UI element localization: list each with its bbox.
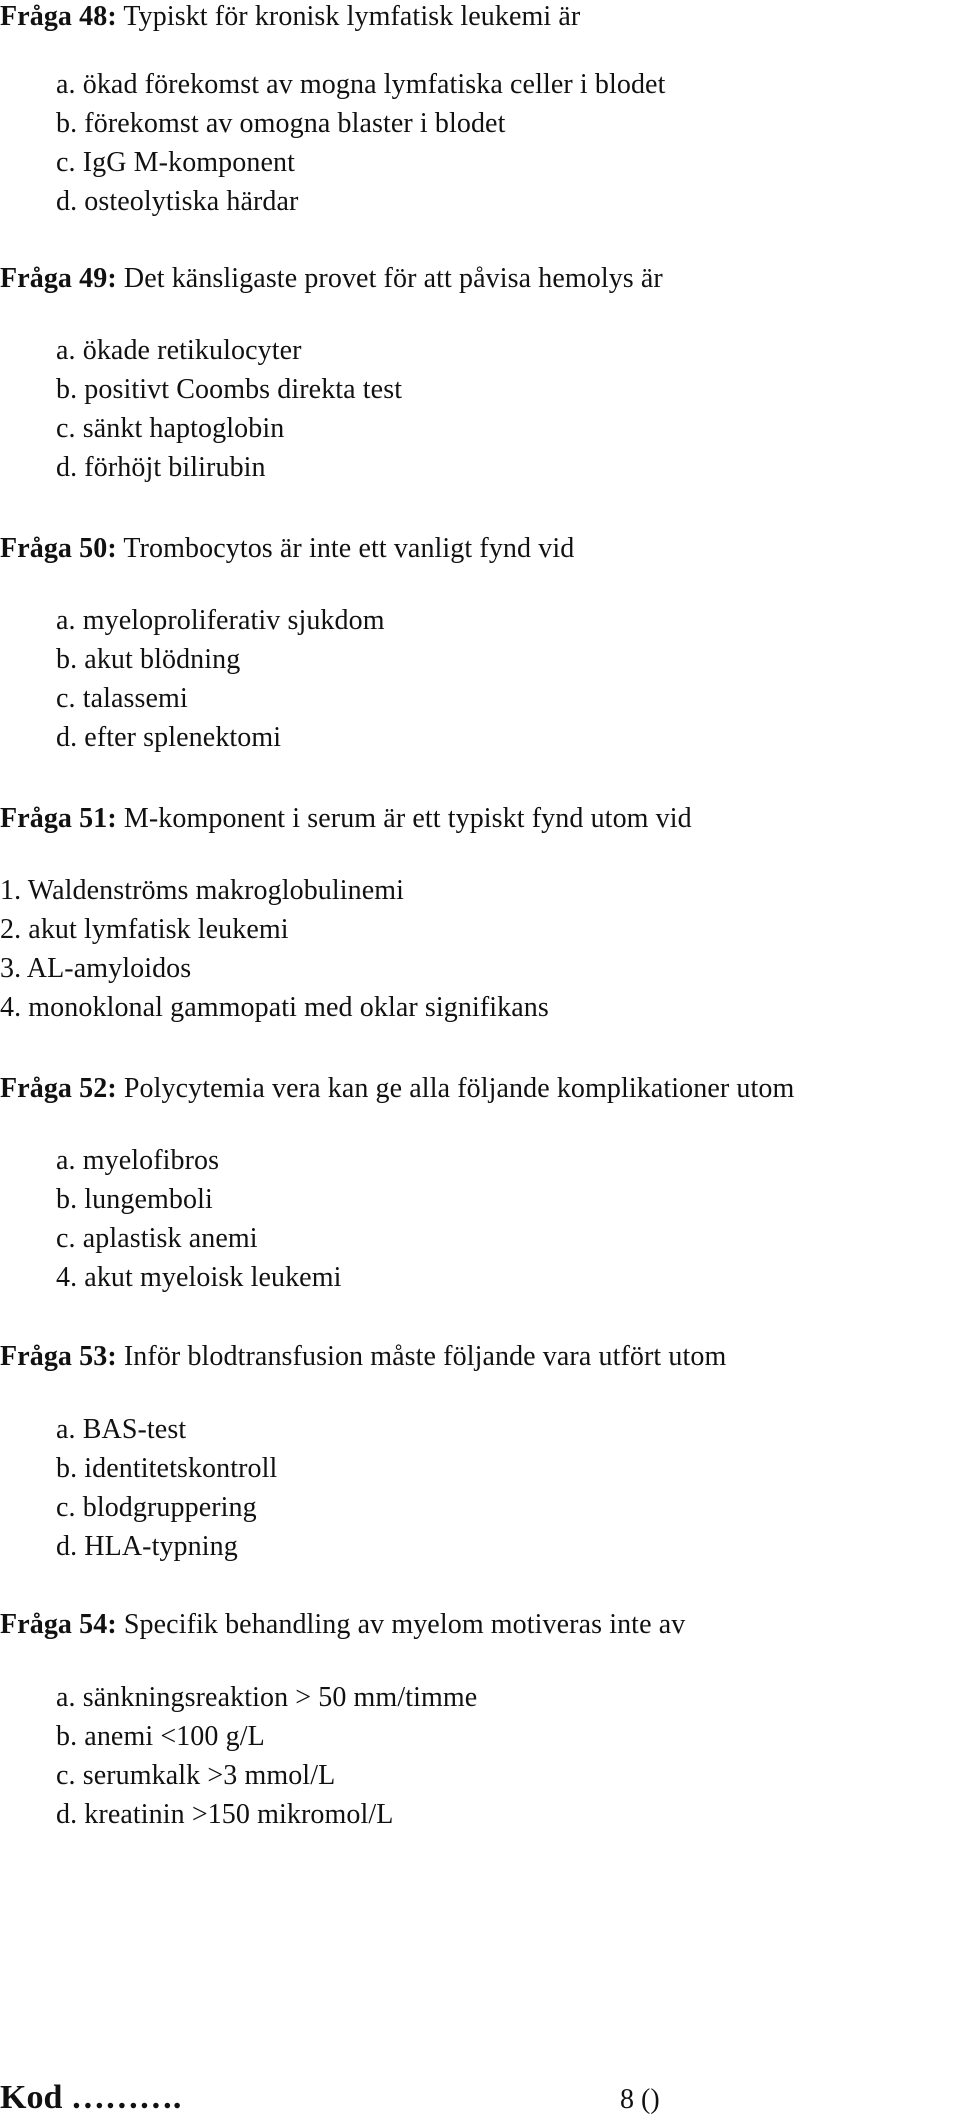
answer-option: c. IgG M-komponent <box>56 147 295 178</box>
answer-option: 4. monoklonal gammopati med oklar signifikans <box>0 992 549 1023</box>
answer-option: c. talassemi <box>56 683 188 714</box>
question-text: Trombocytos är inte ett vanligt fynd vid <box>123 533 575 564</box>
question-title <box>0 0 580 34</box>
question-number: Fråga 54: <box>0 1609 117 1640</box>
answer-option: c. blodgruppering <box>56 1492 257 1523</box>
question-number: Fråga 51: <box>0 803 117 834</box>
answer-option: 3. AL-amyloidos <box>0 953 192 984</box>
question-number: Fråga 50: <box>0 533 117 564</box>
answer-options <box>56 601 385 757</box>
question-title <box>0 1072 794 1106</box>
answer-option: d. osteolytiska härdar <box>56 186 299 217</box>
question-text: Specifik behandling av myelom motiveras inte av <box>123 1609 686 1640</box>
question-title <box>0 802 692 836</box>
answer-option: c. sänkt haptoglobin <box>56 413 285 444</box>
answer-option: 4. akut myeloisk leukemi <box>56 1262 342 1293</box>
question-text: Polycytemia vera kan ge alla följande komplikationer utom <box>123 1073 795 1104</box>
question-title <box>0 1608 685 1642</box>
answer-option: b. anemi <100 g/L <box>56 1721 265 1752</box>
answer-option: a. ökad förekomst av mogna lymfatiska celler i blodet <box>56 69 666 100</box>
answer-options <box>56 331 402 487</box>
question-title <box>0 262 663 296</box>
answer-options <box>56 1678 477 1834</box>
answer-option: a. sänkningsreaktion > 50 mm/timme <box>56 1682 478 1713</box>
answer-options <box>56 1410 277 1566</box>
answer-option: d. förhöjt bilirubin <box>56 452 266 483</box>
answer-option: b. identitetskontroll <box>56 1453 278 1484</box>
answer-option: a. ökade retikulocyter <box>56 335 302 366</box>
question-number: Fråga 49: <box>0 263 117 294</box>
question-number: Fråga 53: <box>0 1341 117 1372</box>
answer-options <box>0 871 549 1027</box>
answer-options <box>56 65 665 221</box>
answer-option: a. myeloproliferativ sjukdom <box>56 605 385 636</box>
question-number: Fråga 52: <box>0 1073 117 1104</box>
answer-option: c. aplastisk anemi <box>56 1223 258 1254</box>
question-text: Inför blodtransfusion måste följande vara utfört utom <box>123 1341 727 1372</box>
answer-option: d. HLA-typning <box>56 1531 238 1562</box>
answer-options <box>56 1141 341 1297</box>
answer-option: d. kreatinin >150 mikromol/L <box>56 1799 394 1830</box>
question-text: M-komponent i serum är ett typiskt fynd utom vid <box>123 803 692 834</box>
answer-option: b. positivt Coombs direkta test <box>56 374 403 405</box>
answer-option: 1. Waldenströms makroglobulinemi <box>0 875 405 906</box>
answer-option: a. BAS-test <box>56 1414 187 1445</box>
question-number: Fråga 48: <box>0 1 117 32</box>
answer-option: b. förekomst av omogna blaster i blodet <box>56 108 506 139</box>
page-number: 8 () <box>620 2084 660 2115</box>
answer-option: b. akut blödning <box>56 644 241 675</box>
footer-code-label: Kod ………. <box>0 2079 182 2116</box>
question-title <box>0 1340 726 1374</box>
question-text: Typiskt för kronisk lymfatisk leukemi är <box>123 1 581 32</box>
answer-option: b. lungemboli <box>56 1184 213 1215</box>
question-title <box>0 532 574 566</box>
answer-option: a. myelofibros <box>56 1145 220 1176</box>
answer-option: d. efter splenektomi <box>56 722 282 753</box>
answer-option: 2. akut lymfatisk leukemi <box>0 914 289 945</box>
answer-option: c. serumkalk >3 mmol/L <box>56 1760 336 1791</box>
question-text: Det känsligaste provet för att påvisa hemolys är <box>123 263 663 294</box>
